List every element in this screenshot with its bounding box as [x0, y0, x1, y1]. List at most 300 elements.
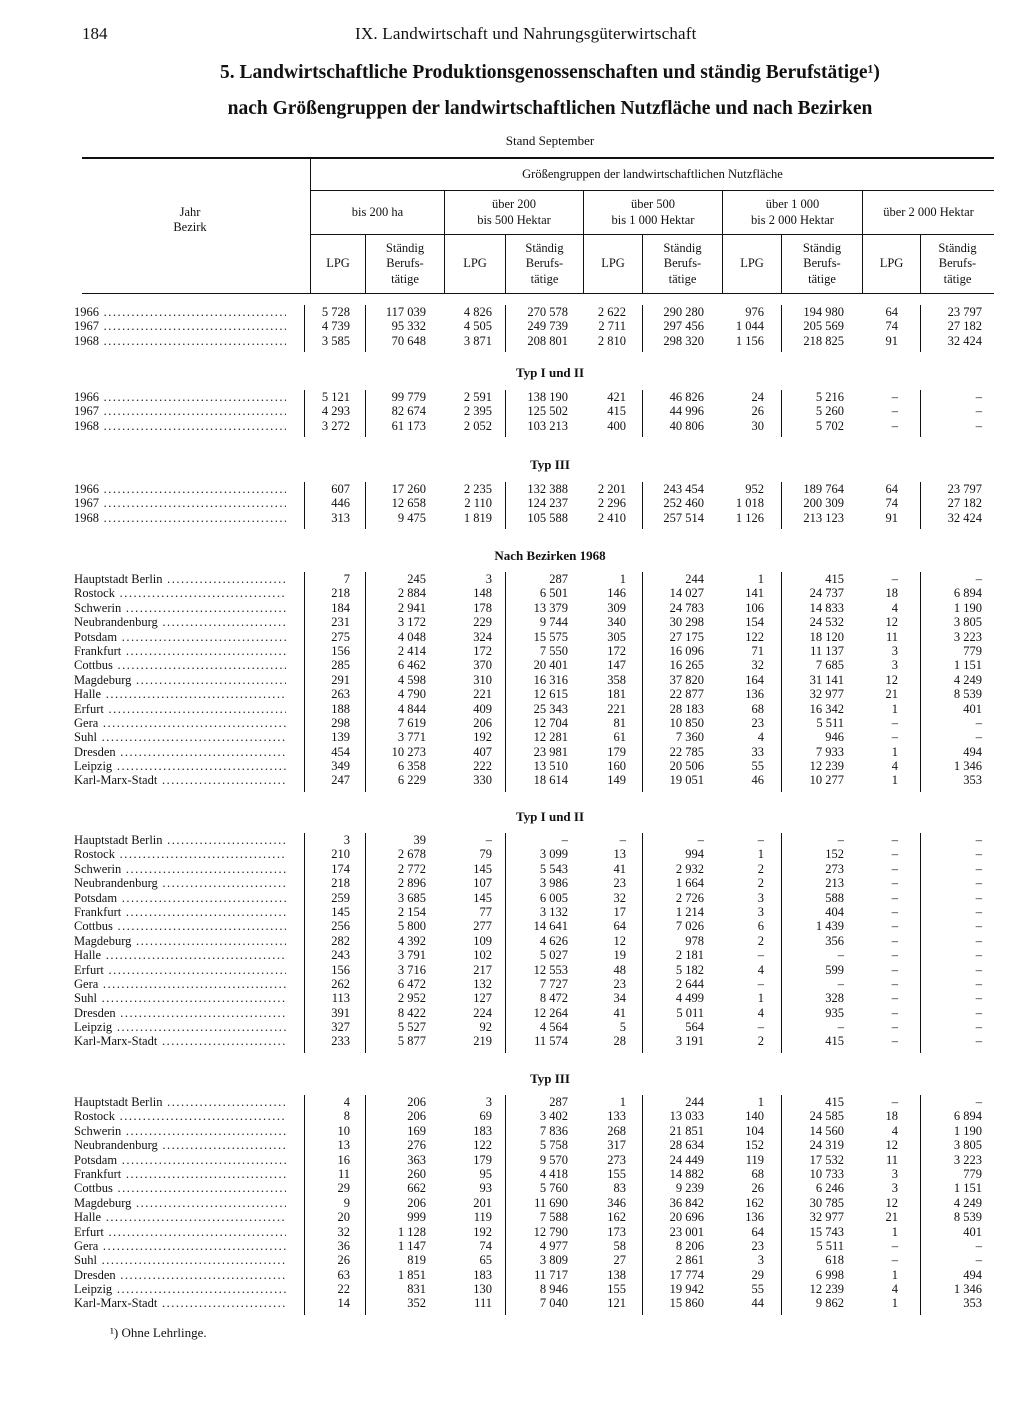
table-cell: 99 779 [391, 390, 426, 404]
header-lpg: LPG [601, 256, 625, 271]
table-cell: 32 [751, 658, 764, 673]
table-cell: 6 894 [953, 586, 982, 601]
table-cell: 65 [479, 1253, 492, 1268]
table-cell: 2 201 [597, 482, 626, 496]
table-cell: 18 [885, 586, 898, 601]
table-cell: – [975, 1020, 982, 1035]
table-cell: 145 [473, 890, 492, 905]
table-row [0, 1181, 1024, 1195]
table-cell: 249 739 [527, 319, 568, 334]
table-cell: 26 [337, 1253, 350, 1268]
table-cell: 415 [607, 404, 626, 419]
row-label: Cottbus ..... [74, 658, 286, 672]
row-label: Rostock ..... [74, 847, 286, 861]
table-cell: 11 [885, 629, 898, 644]
table-cell: 146 [607, 586, 626, 601]
table-cell: – [561, 833, 568, 847]
table-cell: 277 [473, 919, 492, 934]
table-cell: 113 [331, 991, 350, 1006]
table-row [0, 1034, 1024, 1048]
table-cell: 11 574 [534, 1034, 568, 1049]
table-cell: 28 [613, 1034, 626, 1049]
table-cell: 1 214 [675, 904, 704, 919]
row-label: Halle ..... [74, 1210, 286, 1224]
table-cell: 2 644 [675, 976, 704, 991]
table-cell: 55 [751, 759, 764, 774]
table-row [0, 1296, 1024, 1310]
table-cell: 48 [613, 962, 626, 977]
table-row [0, 1210, 1024, 1224]
table-cell: 2 296 [597, 496, 626, 511]
table-cell: 20 [337, 1210, 350, 1225]
table-cell: 1 [891, 744, 898, 759]
table-cell: 310 [473, 672, 492, 687]
table-cell: 194 980 [803, 305, 844, 319]
table-cell: – [757, 1020, 764, 1035]
table-cell: 7 588 [539, 1210, 568, 1225]
table-cell: 125 502 [527, 404, 568, 419]
table-cell: 24 [751, 390, 764, 404]
table-cell: 13 033 [669, 1109, 704, 1124]
table-cell: 6 501 [539, 586, 568, 601]
row-label: Gera ..... [74, 977, 286, 991]
table-cell: 268 [607, 1123, 626, 1138]
row-label: Neubrandenburg ..... [74, 615, 286, 629]
table-cell: 9 239 [675, 1181, 704, 1196]
table-cell: 36 [337, 1238, 350, 1253]
running-head: IX. Landwirtschaft und Nahrungsgüterwirtschaft [355, 24, 697, 43]
table-cell: – [975, 572, 982, 586]
table-cell: – [891, 404, 898, 419]
table-cell: 346 [607, 1195, 626, 1210]
table-row [0, 702, 1024, 716]
table-cell: 3 [757, 890, 764, 905]
table-row [0, 496, 1024, 510]
table-cell: 160 [607, 759, 626, 774]
table-cell: 79 [479, 847, 492, 862]
table-cell: 2 [757, 876, 764, 891]
table-cell: 10 273 [391, 744, 426, 759]
table-cell: – [975, 890, 982, 905]
table-row [0, 404, 1024, 418]
table-row [0, 482, 1024, 496]
table-cell: 23 981 [533, 744, 568, 759]
table-cell: 9 [343, 1195, 350, 1210]
table-cell: 46 [751, 773, 764, 788]
row-label: Potsdam ..... [74, 891, 286, 905]
table-cell: 27 182 [947, 496, 982, 511]
table-row [0, 948, 1024, 962]
table-cell: 4 564 [539, 1020, 568, 1035]
table-cell: 5 800 [397, 919, 426, 934]
table-cell: 252 460 [663, 496, 704, 511]
table-cell: 1 126 [735, 510, 764, 525]
table-cell: 70 648 [391, 333, 426, 348]
table-cell: 74 [885, 496, 898, 511]
table-cell: 313 [331, 510, 350, 525]
table-cell: 370 [473, 658, 492, 673]
table-cell: 415 [825, 572, 844, 586]
table-cell: 244 [685, 572, 704, 586]
table-cell: 231 [331, 615, 350, 630]
table-cell: 19 942 [669, 1282, 704, 1297]
table-cell: 3 986 [539, 876, 568, 891]
table-cell: 263 [331, 687, 350, 702]
row-label: Potsdam ..... [74, 630, 286, 644]
table-cell: 17 [613, 904, 626, 919]
table-cell: 946 [825, 730, 844, 745]
table-cell: 4 739 [321, 319, 350, 334]
row-label: Karl-Marx-Stadt ..... [74, 773, 286, 787]
table-cell: 41 [613, 1005, 626, 1020]
table-row [0, 305, 1024, 319]
table-cell: 29 [751, 1267, 764, 1282]
table-cell: 95 332 [391, 319, 426, 334]
table-cell: 6 005 [539, 890, 568, 905]
table-row [0, 586, 1024, 600]
row-label: Leipzig ..... [74, 759, 286, 773]
table-cell: 14 560 [809, 1123, 844, 1138]
table-cell: 179 [473, 1152, 492, 1167]
table-cell: 9 744 [539, 615, 568, 630]
table-cell: – [975, 715, 982, 730]
table-cell: 162 [607, 1210, 626, 1225]
table-cell: 22 877 [669, 687, 704, 702]
table-cell: 23 [613, 976, 626, 991]
table-cell: 145 [473, 861, 492, 876]
section-rows [0, 305, 1024, 348]
row-label: Rostock ..... [74, 1109, 286, 1123]
table-cell: 1 [891, 1267, 898, 1282]
table-cell: 15 743 [809, 1224, 844, 1239]
header-bottom-rule [82, 293, 994, 294]
table-row [0, 745, 1024, 759]
table-cell: – [891, 1253, 898, 1268]
table-cell: 1 128 [397, 1224, 426, 1239]
table-cell: 401 [963, 1224, 982, 1239]
table-cell: 9 475 [397, 510, 426, 525]
table-cell: 259 [331, 890, 350, 905]
table-cell: – [891, 1020, 898, 1035]
table-cell: 260 [407, 1166, 426, 1181]
table-cell: 68 [751, 701, 764, 716]
table-cell: 352 [407, 1296, 426, 1311]
table-cell: – [975, 404, 982, 419]
table-cell: 3 771 [397, 730, 426, 745]
table-cell: 10 277 [809, 773, 844, 788]
table-cell: – [891, 948, 898, 963]
table-cell: – [891, 1034, 898, 1049]
table-cell: 287 [549, 572, 568, 586]
table-cell: 12 [885, 615, 898, 630]
table-cell: 24 532 [809, 615, 844, 630]
table-cell: 247 [331, 773, 350, 788]
table-cell: 391 [331, 1005, 350, 1020]
table-cell: 4 249 [953, 1195, 982, 1210]
table-row [0, 334, 1024, 348]
table-cell: 156 [331, 643, 350, 658]
row-label: Dresden ..... [74, 1006, 286, 1020]
table-row [0, 862, 1024, 876]
table-cell: 4 499 [675, 991, 704, 1006]
table-cell: 104 [745, 1123, 764, 1138]
table-cell: 3 [343, 833, 350, 847]
table-cell: 21 851 [669, 1123, 704, 1138]
table-cell: 3 685 [397, 890, 426, 905]
table-cell: 32 [337, 1224, 350, 1239]
table-cell: – [891, 390, 898, 404]
table-cell: 26 [751, 404, 764, 419]
table-cell: – [891, 418, 898, 433]
header-workers: Ständig Berufs- tätige [938, 241, 977, 286]
table-cell: 46 826 [669, 390, 704, 404]
table-cell: 24 737 [809, 586, 844, 601]
table-cell: 3 402 [539, 1109, 568, 1124]
table-cell: 162 [745, 1195, 764, 1210]
table-cell: 330 [473, 773, 492, 788]
section-rows [0, 833, 1024, 1049]
table-cell: 257 514 [663, 510, 704, 525]
table-cell: 401 [963, 701, 982, 716]
table-cell: 105 588 [527, 510, 568, 525]
table-cell: – [975, 904, 982, 919]
table-cell: 20 696 [669, 1210, 704, 1225]
table-cell: 3 191 [675, 1034, 704, 1049]
table-cell: 44 [751, 1296, 764, 1311]
table-cell: 40 806 [669, 418, 704, 433]
table-cell: – [891, 976, 898, 991]
table-cell: 122 [473, 1138, 492, 1153]
table-cell: 5 527 [397, 1020, 426, 1035]
table-cell: 103 213 [527, 418, 568, 433]
table-cell: – [891, 833, 898, 847]
table-cell: 93 [479, 1181, 492, 1196]
table-cell: 244 [685, 1095, 704, 1109]
table-cell: 218 825 [803, 333, 844, 348]
table-cell: 12 790 [533, 1224, 568, 1239]
table-cell: 102 [473, 948, 492, 963]
table-cell: 3 [891, 1181, 898, 1196]
table-cell: 205 569 [803, 319, 844, 334]
table-cell: 16 [337, 1152, 350, 1167]
table-cell: 7 727 [539, 976, 568, 991]
table-cell: 6 229 [397, 773, 426, 788]
table-cell: 3 223 [953, 629, 982, 644]
table-cell: 564 [685, 1020, 704, 1035]
table-cell: 18 [885, 1109, 898, 1124]
table-cell: 2 726 [675, 890, 704, 905]
table-cell: 155 [607, 1282, 626, 1297]
table-cell: – [891, 1005, 898, 1020]
table-cell: 9 570 [539, 1152, 568, 1167]
table-cell: – [485, 833, 492, 847]
table-cell: – [757, 833, 764, 847]
table-cell: 136 [745, 687, 764, 702]
table-cell: 243 [331, 948, 350, 963]
table-cell: 298 320 [663, 333, 704, 348]
table-cell: 22 [337, 1282, 350, 1297]
table-cell: 1 851 [397, 1267, 426, 1282]
table-cell: 11 717 [534, 1267, 568, 1282]
table-cell: 11 137 [810, 643, 844, 658]
table-subtitle: Stand September [505, 133, 595, 148]
table-cell: 19 051 [669, 773, 704, 788]
table-cell: 779 [963, 643, 982, 658]
table-cell: 25 343 [533, 701, 568, 716]
row-label: Hauptstadt Berlin ..... [74, 1095, 286, 1109]
table-cell: 58 [613, 1238, 626, 1253]
table-cell: 4 [891, 1282, 898, 1297]
table-cell: 36 842 [669, 1195, 704, 1210]
table-cell: 6 246 [815, 1181, 844, 1196]
table-cell: 30 785 [809, 1195, 844, 1210]
table-cell: 5 702 [815, 418, 844, 433]
table-cell: 6 462 [397, 658, 426, 673]
table-row [0, 1006, 1024, 1020]
table-cell: 64 [885, 482, 898, 496]
table-cell: 3 [891, 658, 898, 673]
table-cell: 23 [613, 876, 626, 891]
row-label: Suhl ..... [74, 991, 286, 1005]
table-cell: 12 239 [809, 1282, 844, 1297]
table-cell: 1 346 [953, 1282, 982, 1297]
table-cell: 12 [885, 672, 898, 687]
table-cell: 2 810 [597, 333, 626, 348]
row-label: 1966 ..... [74, 305, 286, 319]
table-cell: 7 933 [815, 744, 844, 759]
table-cell: 3 716 [397, 962, 426, 977]
table-cell: 81 [613, 715, 626, 730]
table-cell: 174 [331, 861, 350, 876]
table-cell: 340 [607, 615, 626, 630]
table-cell: 77 [479, 904, 492, 919]
row-label: 1968 ..... [74, 334, 286, 348]
table-row [0, 773, 1024, 787]
table-cell: 206 [473, 715, 492, 730]
table-row [0, 1268, 1024, 1282]
table-cell: 206 [407, 1109, 426, 1124]
table-cell: 14 882 [669, 1166, 704, 1181]
table-cell: 23 797 [947, 482, 982, 496]
table-cell: 130 [473, 1282, 492, 1297]
table-cell: – [975, 919, 982, 934]
table-cell: 3 805 [953, 615, 982, 630]
table-cell: 618 [825, 1253, 844, 1268]
table-cell: 7 550 [539, 643, 568, 658]
table-cell: – [891, 876, 898, 891]
table-cell: 189 764 [803, 482, 844, 496]
row-label: Leipzig ..... [74, 1020, 286, 1034]
table-cell: 1 156 [735, 333, 764, 348]
table-cell: 221 [473, 687, 492, 702]
table-cell: – [891, 1238, 898, 1253]
table-cell: – [619, 833, 626, 847]
table-cell: 4 048 [397, 629, 426, 644]
table-cell: 206 [407, 1195, 426, 1210]
table-cell: 13 [613, 847, 626, 862]
table-cell: – [975, 833, 982, 847]
table-cell: 2 772 [397, 861, 426, 876]
table-cell: 324 [473, 629, 492, 644]
table-cell: 2 952 [397, 991, 426, 1006]
table-cell: 1 [891, 701, 898, 716]
table-cell: 16 342 [809, 701, 844, 716]
table-cell: 4 418 [539, 1166, 568, 1181]
table-cell: – [975, 976, 982, 991]
table-cell: 218 [331, 876, 350, 891]
table-cell: 2 154 [397, 904, 426, 919]
table-cell: 3 272 [321, 418, 350, 433]
table-cell: – [975, 1238, 982, 1253]
header-lpg: LPG [879, 256, 904, 271]
table-cell: 139 [331, 730, 350, 745]
table-cell: 327 [331, 1020, 350, 1035]
row-label: Erfurt ..... [74, 1225, 286, 1239]
table-cell: 117 039 [385, 305, 426, 319]
table-row [0, 759, 1024, 773]
row-label: Frankfurt ..... [74, 905, 286, 919]
row-label: Suhl ..... [74, 1253, 286, 1267]
table-cell: 2 414 [397, 643, 426, 658]
table-cell: 10 [337, 1123, 350, 1138]
table-cell: 23 [751, 1238, 764, 1253]
table-cell: 37 820 [669, 672, 704, 687]
table-cell: 12 [885, 1195, 898, 1210]
row-label: Dresden ..... [74, 1268, 286, 1282]
table-cell: 61 173 [391, 418, 426, 433]
table-cell: 407 [473, 744, 492, 759]
table-cell: 5 216 [815, 390, 844, 404]
table-cell: 5 511 [816, 1238, 844, 1253]
table-cell: 179 [607, 744, 626, 759]
table-cell: – [975, 418, 982, 433]
table-row [0, 630, 1024, 644]
table-cell: – [837, 948, 844, 963]
table-cell: 12 553 [533, 962, 568, 977]
table-cell: 15 860 [669, 1296, 704, 1311]
section-rows [0, 572, 1024, 788]
table-cell: 1 190 [953, 600, 982, 615]
table-cell: – [891, 847, 898, 862]
table-cell: 32 977 [809, 687, 844, 702]
row-label: Erfurt ..... [74, 702, 286, 716]
table-cell: 6 998 [815, 1267, 844, 1282]
table-cell: 454 [331, 744, 350, 759]
table-cell: 305 [607, 629, 626, 644]
table-cell: 200 309 [803, 496, 844, 511]
table-cell: 7 360 [675, 730, 704, 745]
table-cell: 4 505 [463, 319, 492, 334]
table-cell: – [891, 991, 898, 1006]
table-cell: 138 [607, 1267, 626, 1282]
table-cell: 1 [757, 572, 764, 586]
table-cell: 935 [825, 1005, 844, 1020]
table-cell: 4 249 [953, 672, 982, 687]
table-cell: 156 [331, 962, 350, 977]
table-cell: 1 [619, 572, 626, 586]
header-workers: Ständig Berufs- tätige [385, 241, 425, 286]
table-cell: 12 239 [809, 759, 844, 774]
table-row [0, 833, 1024, 847]
table-cell: 32 424 [947, 510, 982, 525]
table-cell: 494 [963, 744, 982, 759]
header-group: Größengruppen der landwirtschaftlichen Nutzfläche [522, 167, 783, 182]
table-cell: 415 [825, 1095, 844, 1109]
table-cell: 74 [885, 319, 898, 334]
table-cell: 1 664 [675, 876, 704, 891]
table-cell: – [975, 1005, 982, 1020]
table-cell: 8 [343, 1109, 350, 1124]
